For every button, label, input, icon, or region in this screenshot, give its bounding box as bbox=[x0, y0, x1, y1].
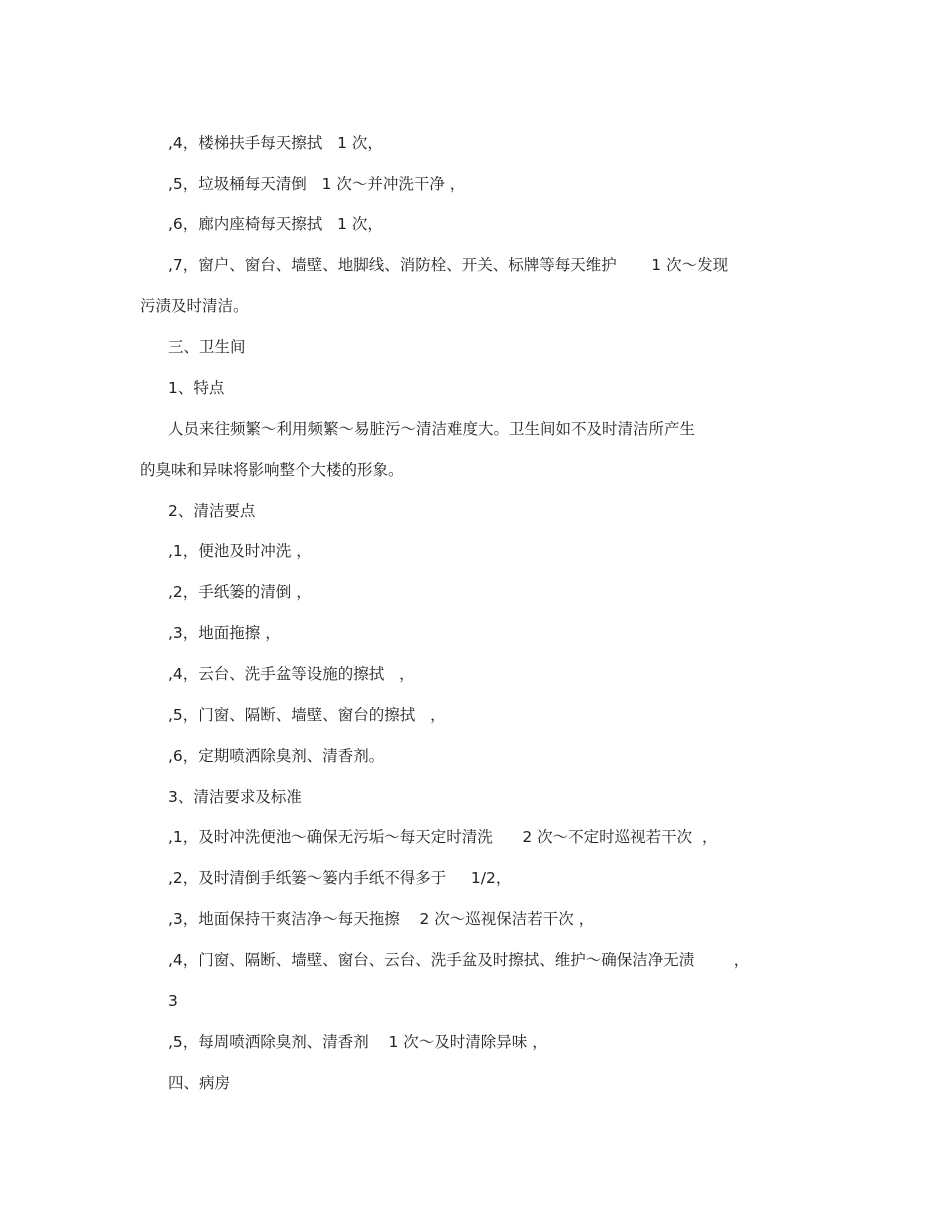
subsection-heading: 1、特点 bbox=[168, 379, 225, 397]
list-item: ,5，门窗、隔断、墙壁、窗台的擦拭 ， bbox=[168, 706, 446, 724]
list-item: ,2，及时清倒手纸篓～篓内手纸不得多于 1/2， bbox=[168, 869, 512, 887]
text-line: 人员来往频繁～利用频繁～易脏污～清洁难度大。卫生间如不及时清洁所产生 bbox=[168, 420, 696, 438]
page-number: 3 bbox=[168, 992, 178, 1010]
list-item: ,1，便池及时冲洗 ， bbox=[168, 542, 312, 560]
list-item: ,1，及时冲洗便池～确保无污垢～每天定时清洗 2 次～不定时巡视若干次 ， bbox=[168, 828, 718, 846]
list-item: ,2，手纸篓的清倒 ， bbox=[168, 583, 312, 601]
text-line: ,5，垃圾桶每天清倒 1 次～并冲洗干净 ， bbox=[168, 175, 466, 193]
list-item: ,3，地面拖擦 ， bbox=[168, 624, 281, 642]
section-heading: 四、病房 bbox=[168, 1074, 231, 1092]
text-line: ,4，楼梯扶手每天擦拭 1 次， bbox=[168, 134, 383, 152]
subsection-heading: 3、清洁要求及标准 bbox=[168, 788, 302, 806]
text-line: ,7，窗户、窗台、墙壁、地脚线、消防栓、开关、标牌等每天维护 1 次～发现 bbox=[168, 256, 729, 274]
list-item: ,4，云台、洗手盆等设施的擦拭 ， bbox=[168, 665, 415, 683]
list-item: ,5，每周喷洒除臭剂、清香剂 1 次～及时清除异味 ， bbox=[168, 1033, 548, 1051]
list-item: ,6，定期喷洒除臭剂、清香剂。 bbox=[168, 747, 385, 765]
section-heading: 三、卫生间 bbox=[168, 338, 246, 356]
text-line: ,6，廊内座椅每天擦拭 1 次， bbox=[168, 215, 383, 233]
text-line: 的臭味和异味将影响整个大楼的形象。 bbox=[140, 461, 404, 479]
list-item: ,4，门窗、隔断、墙壁、窗台、云台、洗手盆及时擦拭、维护～确保洁净无渍 ， bbox=[168, 951, 750, 969]
text-line: 污渍及时清洁。 bbox=[140, 297, 249, 315]
subsection-heading: 2、清洁要点 bbox=[168, 502, 256, 520]
list-item: ,3，地面保持干爽洁净～每天拖擦 2 次～巡视保洁若干次 ， bbox=[168, 910, 595, 928]
